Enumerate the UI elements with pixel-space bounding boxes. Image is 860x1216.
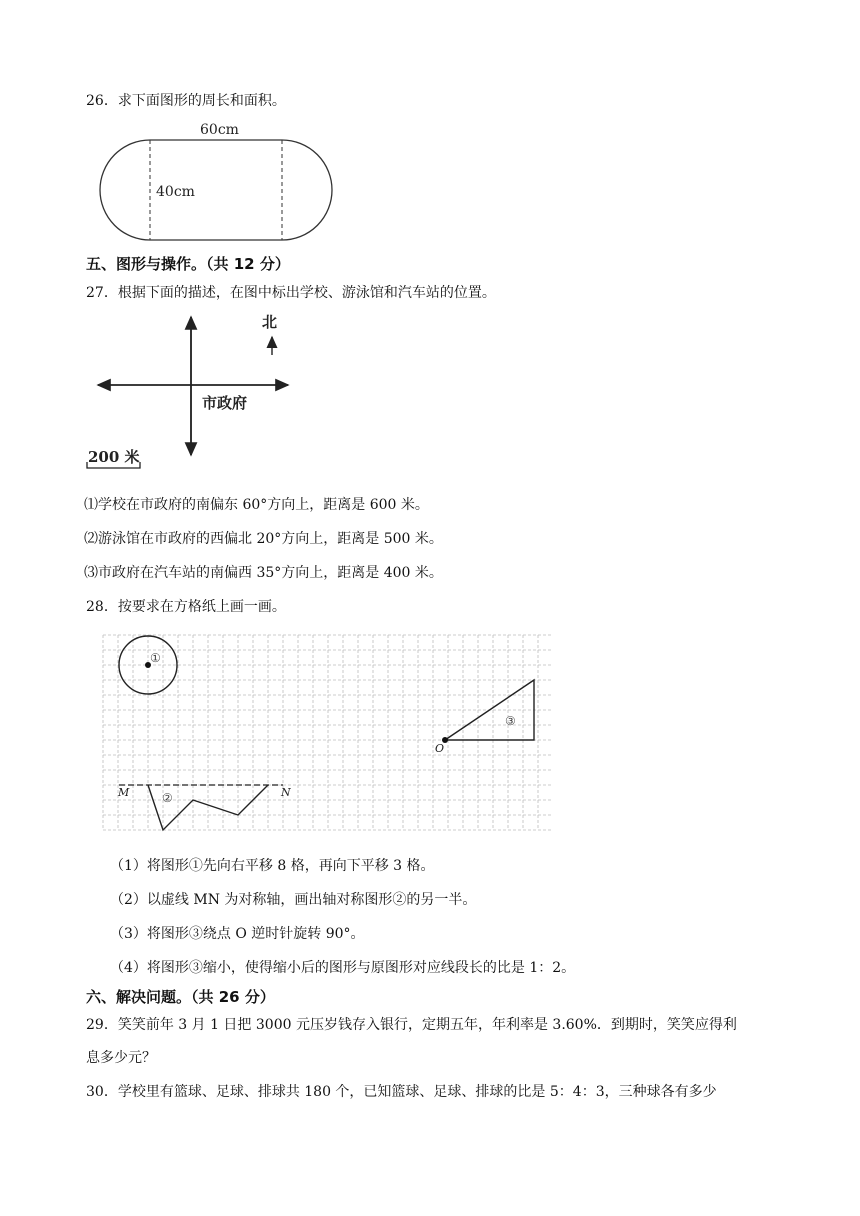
direction-map xyxy=(84,305,314,475)
n-label: N xyxy=(281,786,291,799)
q28-item-3: （3）将图形③绕点 O 逆时针旋转 90°。 xyxy=(110,926,365,942)
q27-item-2: ⑵游泳馆在市政府的西偏北 20°方向上，距离是 500 米。 xyxy=(84,531,443,547)
q29-line-1: 29．笑笑前年 3 月 1 日把 3000 元压岁钱存入银行，定期五年，年利率是 3.60%．到期时，笑笑应得利 xyxy=(86,1017,737,1033)
q28-item-2: （2）以虚线 MN 为对称轴，画出轴对称图形②的另一半。 xyxy=(110,892,477,908)
section-5-title: 五、图形与操作。（共 12 分） xyxy=(86,255,290,273)
q28-item-1: （1）将图形①先向右平移 8 格，再向下平移 3 格。 xyxy=(110,858,435,874)
q30-line-1: 30．学校里有篮球、足球、排球共 180 个，已知篮球、足球、排球的比是 5：4：3，三种球各有多少 xyxy=(86,1084,717,1100)
q26-text: 26．求下面图形的周长和面积。 xyxy=(86,93,286,109)
stadium-figure xyxy=(96,118,341,248)
q27-text: 27．根据下面的描述，在图中标出学校、游泳馆和汽车站的位置。 xyxy=(86,285,496,301)
north-label: 北 xyxy=(262,313,278,331)
city-hall-label: 市政府 xyxy=(202,394,248,412)
fig1-label: ① xyxy=(150,651,161,665)
fig2-label: ② xyxy=(162,791,173,805)
q27-item-1: ⑴学校在市政府的南偏东 60°方向上，距离是 600 米。 xyxy=(84,497,429,513)
length-label: 60cm xyxy=(200,122,239,138)
width-label: 40cm xyxy=(156,184,195,200)
q28-text: 28．按要求在方格纸上画一画。 xyxy=(86,599,286,615)
o-label: O xyxy=(435,742,445,755)
fig3-label: ③ xyxy=(505,714,516,728)
m-label: M xyxy=(118,786,130,799)
section-6-title: 六、解决问题。（共 26 分） xyxy=(86,988,275,1006)
grid-paper xyxy=(102,633,552,833)
scale-label: 200 米 xyxy=(88,448,140,466)
q28-item-4: （4）将图形③缩小，使得缩小后的图形与原图形对应线段长的比是 1：2。 xyxy=(110,960,576,976)
q29-line-2: 息多少元？ xyxy=(86,1050,156,1066)
q27-item-3: ⑶市政府在汽车站的南偏西 35°方向上，距离是 400 米。 xyxy=(84,565,443,581)
